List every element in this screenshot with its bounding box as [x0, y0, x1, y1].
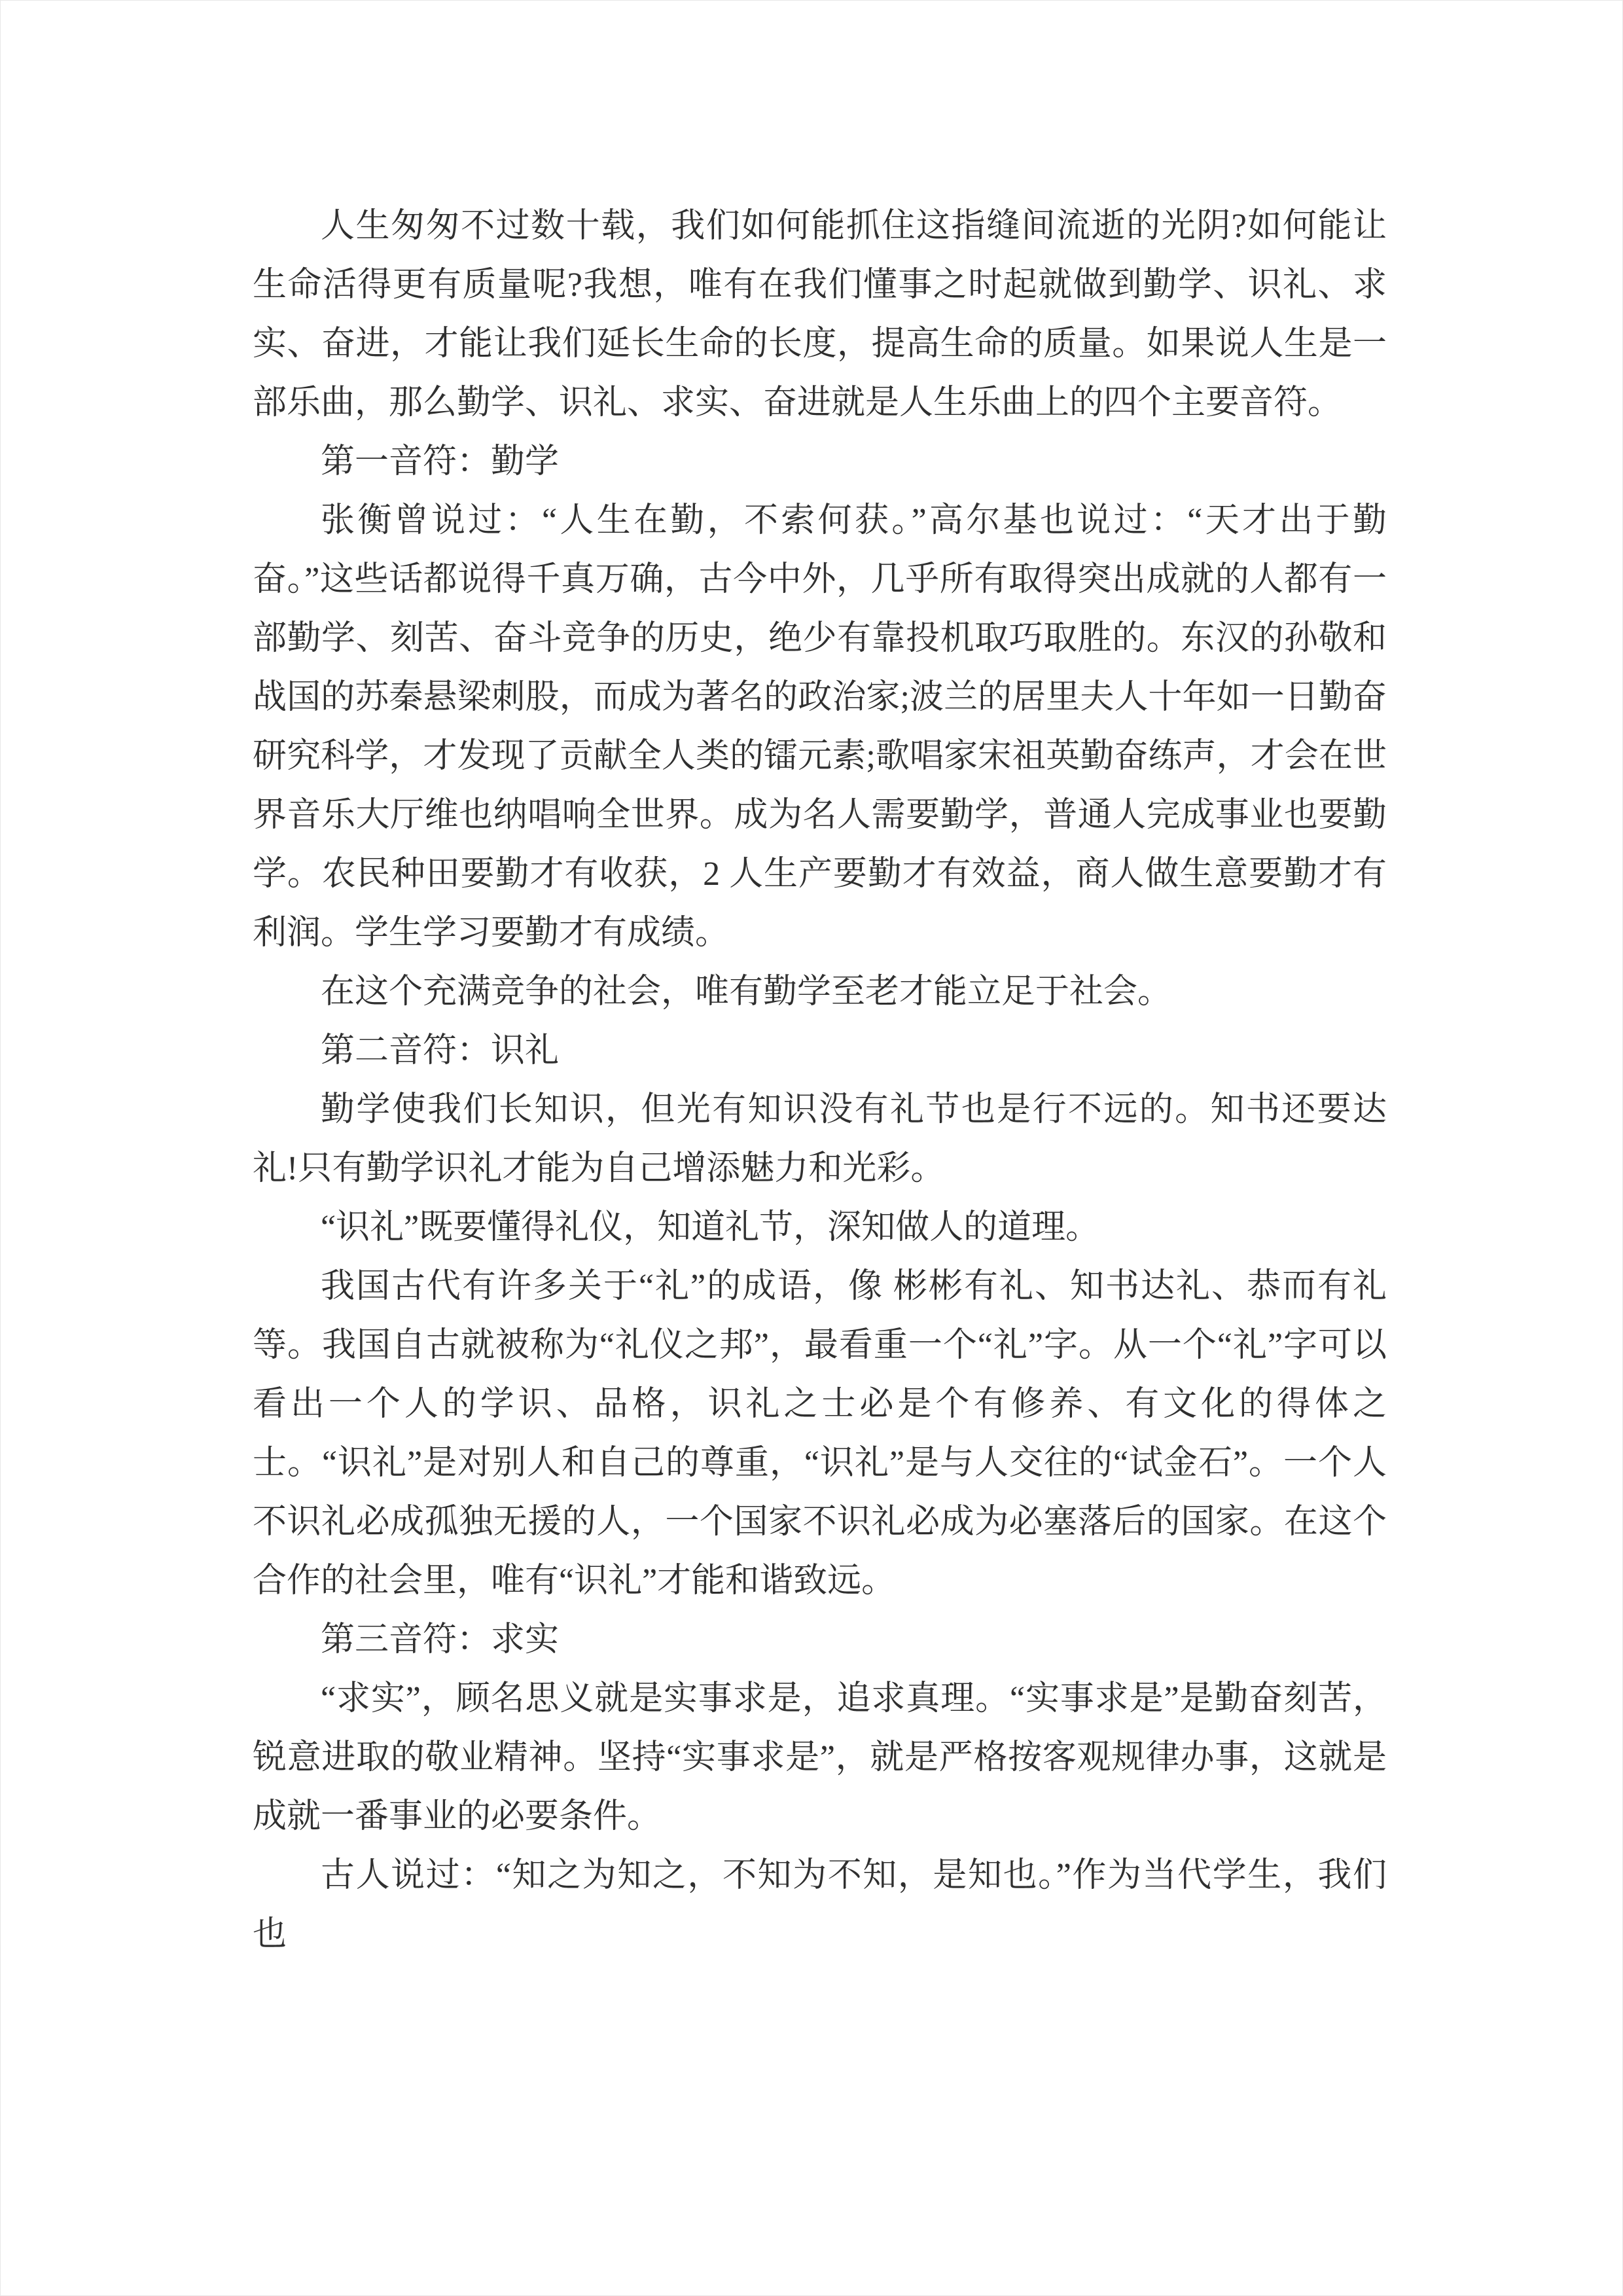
paragraph: 我国古代有许多关于“礼”的成语，像 彬彬有礼、知书达礼、恭而有礼等。我国自古就被称为“礼仪之邦”，最看重一个“礼”字。从一个“礼”字可以看出一个人的学识、品格，识礼之士必是个有修养、有文化的得体之士。“识礼”是对别人和自己的尊重，“识礼”是与人交往的“试金石”。一个人不识礼必成孤独无援的人，一个国家不识礼必成为必塞落后的国家。在这个合作的社会里，唯有“识礼”才能和谐致远。 [253, 1268, 1387, 1600]
paragraph: 勤学使我们长知识，但光有知识没有礼节也是行不远的。知书还要达礼!只有勤学识礼才能为自己增添魅力和光彩。 [253, 1091, 1387, 1187]
paragraph: 在这个充满竞争的社会，唯有勤学至老才能立足于社会。 [321, 973, 1172, 1011]
paragraph: 第二音符：识礼 [321, 1032, 560, 1069]
paragraph: “识礼”既要懂得礼仪，知道礼节，深知做人的道理。 [321, 1209, 1100, 1246]
document-body [253, 197, 1387, 2295]
paragraph: 第三音符：求实 [321, 1621, 560, 1659]
paragraph: 人生匆匆不过数十载，我们如何能抓住这指缝间流逝的光阴?如何能让生命活得更有质量呢?我想，唯有在我们懂事之时起就做到勤学、识礼、求实、奋进，才能让我们延长生命的长度，提高生命的质量。如果说人生是一部乐曲，那么勤学、识礼、求实、奋进就是人生乐曲上的四个主要音符。 [253, 207, 1387, 422]
paragraph: 张衡曾说过：“人生在勤，不索何获。”高尔基也说过：“天才出于勤奋。”这些话都说得千真万确，古今中外，几乎所有取得突出成就的人都有一部勤学、刻苦、奋斗竞争的历史，绝少有靠投机取巧取胜的。东汉的孙敬和战国的苏秦悬梁刺股，而成为著名的政治家;波兰的居里夫人十年如一日勤奋研究科学，才发现了贡献全人类的镭元素;歌唱家宋祖英勤奋练声，才会在世界音乐大厅维也纳唱响全世界。成为名人需要勤学，普通人完成事业也要勤学。农民种田要勤才有收获，2 人生产要勤才有效益，商人做生意要勤才有利润。学生学习要勤才有成绩。 [253, 502, 1387, 952]
paragraph: 第一音符：勤学 [321, 443, 560, 480]
paragraph: “求实”，顾名思义就是实事求是，追求真理。“实事求是”是勤奋刻苦，锐意进取的敬业精神。坚持“实事求是”，就是严格按客观规律办事，这就是成就一番事业的必要条件。 [253, 1680, 1387, 1835]
paragraph: 古人说过：“知之为知之，不知为不知，是知也。”作为当代学生，我们也 [253, 1857, 1387, 1953]
